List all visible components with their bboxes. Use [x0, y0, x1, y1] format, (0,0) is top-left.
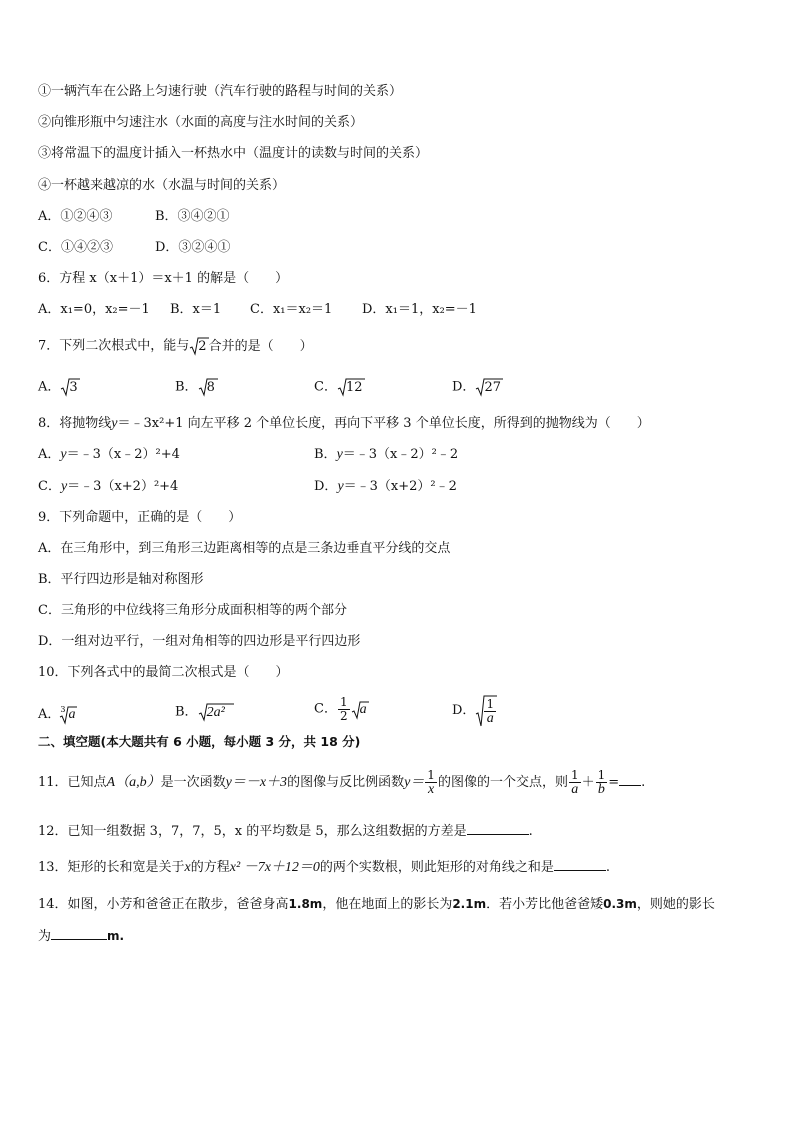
q5-option-c: C．①④②③	[38, 240, 113, 255]
q7-option-a: A． 3	[38, 377, 78, 397]
q10-option-b: B． 2a²	[175, 702, 225, 722]
q14-line-1: 14．如图，小芳和爸爸正在散步，爸爸身高1.8m，他在地面上的影长为2.1m．若小芳比他爸爸矮0.3m，则她的影长	[38, 897, 715, 912]
q12-answer-blank[interactable]	[467, 822, 529, 835]
q7-option-c: C． 12	[314, 377, 363, 397]
q10-stem: 10．下列各式中的最简二次根式是（ ）	[38, 665, 289, 680]
q8-option-d: D．y＝﹣3（x+2）²﹣2	[314, 479, 457, 494]
q14-answer-blank[interactable]	[51, 927, 107, 940]
q5-option-b: B．③④②①	[155, 209, 230, 224]
q7-option-d: D． 27	[452, 377, 501, 397]
sqrt-2: 2	[189, 336, 206, 356]
q6-option-b: B．x＝1	[170, 302, 222, 317]
q6-option-d: D．x₁＝1，x₂=－1	[362, 302, 477, 317]
q5-option-a: A．①②④③	[38, 209, 113, 224]
q8-option-c: C．y＝﹣3（x+2）²+4	[38, 479, 179, 494]
q9-option-b: B．平行四边形是轴对称图形	[38, 572, 204, 587]
q8-option-a: A．y＝﹣3（x﹣2）²+4	[38, 447, 180, 462]
q11: 11．已知点A（a,b）是一次函数y＝－x＋3的图像与反比例函数y＝ $\frac{1}{x}$ 的图像的一个交点，则 $\frac{1}{a}$ ＋ $\frac{1}{b}$ = .	[38, 768, 646, 797]
q10-option-a: A．$^3$ a	[38, 705, 76, 722]
q10-option-d: D． $\frac{1}{a}$	[452, 694, 497, 728]
q7-option-b: B． 8	[175, 377, 215, 397]
q12: 12．已知一组数据 3，7，7，5，x 的平均数是 5，那么这组数据的方差是 .	[38, 824, 533, 839]
q9-stem: 9．下列命题中，正确的是（ ）	[38, 510, 242, 525]
q14-line-2: 为 m.	[38, 929, 125, 944]
q11-answer-blank[interactable]	[619, 773, 641, 786]
q10-option-c: C． $\frac{1}{2}$ a	[314, 695, 367, 723]
q9-option-a: A．在三角形中，到三角形三边距离相等的点是三条边垂直平分线的交点	[38, 541, 451, 556]
q13: 13．矩形的长和宽是关于x的方程x² －7x＋12＝0的两个实数根，则此矩形的对角线之和是 .	[38, 860, 611, 875]
q13-answer-blank[interactable]	[554, 858, 606, 871]
q9-option-c: C．三角形的中位线将三角形分成面积相等的两个部分	[38, 603, 347, 618]
q6-option-a: A．x₁=0，x₂=－1	[38, 302, 150, 317]
q8-stem: 8．将抛物线y＝﹣3x²+1 向左平移 2 个单位长度，再向下平移 3 个单位长度，所得到的抛物线为（ ）	[38, 416, 650, 431]
q6-option-c: C．x₁＝x₂＝1	[250, 302, 333, 317]
situation-4: ④一杯越来越凉的水（水温与时间的关系）	[38, 178, 286, 193]
q6-stem: 6．方程 x（x＋1）＝x＋1 的解是（ ）	[38, 271, 289, 286]
situation-1: ①一辆汽车在公路上匀速行驶（汽车行驶的路程与时间的关系）	[38, 84, 403, 99]
q5-option-d: D．③②④①	[155, 240, 231, 255]
situation-3: ③将常温下的温度计插入一杯热水中（温度计的读数与时间的关系）	[38, 146, 429, 161]
section-2-heading: 二、填空题(本大题共有 6 小题，每小题 3 分，共 18 分)	[38, 734, 361, 749]
q9-option-d: D．一组对边平行，一组对角相等的四边形是平行四边形	[38, 634, 361, 649]
situation-2: ②向锥形瓶中匀速注水（水面的高度与注水时间的关系）	[38, 115, 364, 130]
q7-stem: 7．下列二次根式中，能与 2 合并的是（ ）	[38, 336, 313, 356]
q8-option-b: B．y＝﹣3（x﹣2）²﹣2	[314, 447, 459, 462]
